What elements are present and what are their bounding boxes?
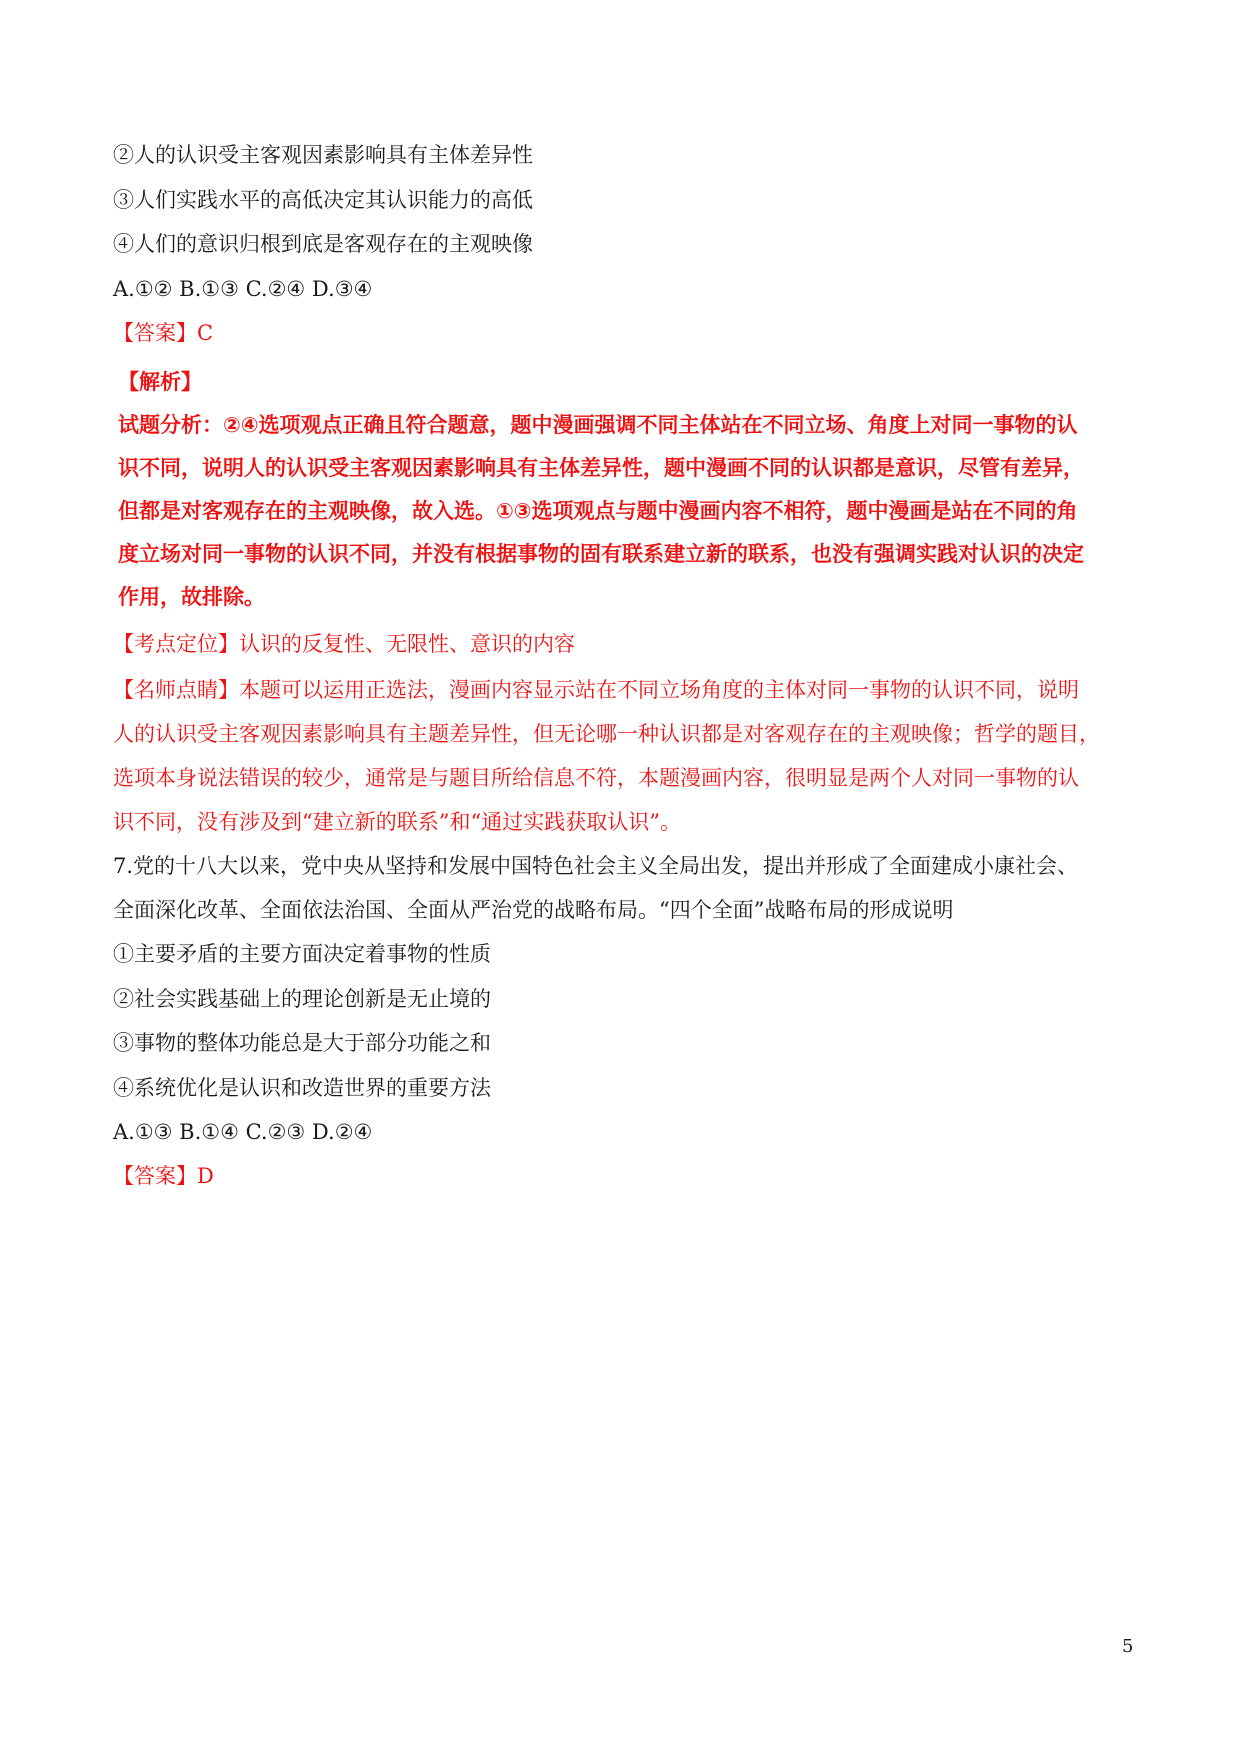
q6-mingshi-line: 人的认识受主客观因素影响具有主题差异性，但无论哪一种认识都是对客观存在的主观映像；哲学的题目，: [113, 722, 1100, 746]
q6-option-3: ③人们实践水平的高低决定其认识能力的高低: [113, 188, 533, 212]
q6-mingshi-line: 选项本身说法错误的较少，通常是与题目所给信息不符，本题漫画内容，很明显是两个人对同一事物的认: [113, 766, 1079, 790]
q6-analysis-line: 作用，故排除。: [118, 585, 265, 609]
q7-stem-line: 全面深化改革、全面依法治国、全面从严治党的战略布局。“四个全面”战略布局的形成说明: [113, 898, 954, 922]
q6-mingshi-line: 识不同，没有涉及到“建立新的联系”和“通过实践获取认识”。: [113, 810, 681, 834]
q6-analysis-title: 【解析】: [118, 370, 202, 394]
q7-option-3: ③事物的整体功能总是大于部分功能之和: [113, 1031, 491, 1055]
q6-option-4: ④人们的意识归根到底是客观存在的主观映像: [113, 232, 533, 256]
q7-option-2: ②社会实践基础上的理论创新是无止境的: [113, 987, 491, 1011]
q7-stem-line: 7.党的十八大以来，党中央从坚持和发展中国特色社会主义全局出发，提出并形成了全面建成小康社会、: [113, 854, 1079, 878]
q7-option-4: ④系统优化是认识和改造世界的重要方法: [113, 1076, 491, 1100]
q6-mingshi-line: 【名师点睛】本题可以运用正选法，漫画内容显示站在不同立场角度的主体对同一事物的认识不同，说明: [113, 678, 1079, 702]
q6-analysis-line: 但都是对客观存在的主观映像，故入选。①③选项观点与题中漫画内容不相符，题中漫画是站在不同的角: [118, 499, 1078, 523]
q6-option-2: ②人的认识受主客观因素影响具有主体差异性: [113, 143, 533, 167]
q6-analysis-line: 识不同，说明人的认识受主客观因素影响具有主体差异性，题中漫画不同的认识都是意识，尽管有差异，: [118, 456, 1084, 480]
q7-option-1: ①主要矛盾的主要方面决定着事物的性质: [113, 942, 491, 966]
q6-choices: A.①② B.①③ C.②④ D.③④: [113, 277, 373, 301]
q6-analysis-line: 试题分析：②④选项观点正确且符合题意，题中漫画强调不同主体站在不同立场、角度上对同一事物的认: [118, 413, 1078, 437]
page-number: 5: [1122, 1636, 1134, 1657]
q7-choices: A.①③ B.①④ C.②③ D.②④: [113, 1120, 373, 1144]
q6-answer: 【答案】C: [113, 321, 214, 345]
q6-analysis-line: 度立场对同一事物的认识不同，并没有根据事物的固有联系建立新的联系，也没有强调实践对认识的决定: [118, 542, 1084, 566]
q6-kaodian: 【考点定位】认识的反复性、无限性、意识的内容: [113, 632, 575, 656]
q7-answer: 【答案】D: [113, 1164, 214, 1188]
